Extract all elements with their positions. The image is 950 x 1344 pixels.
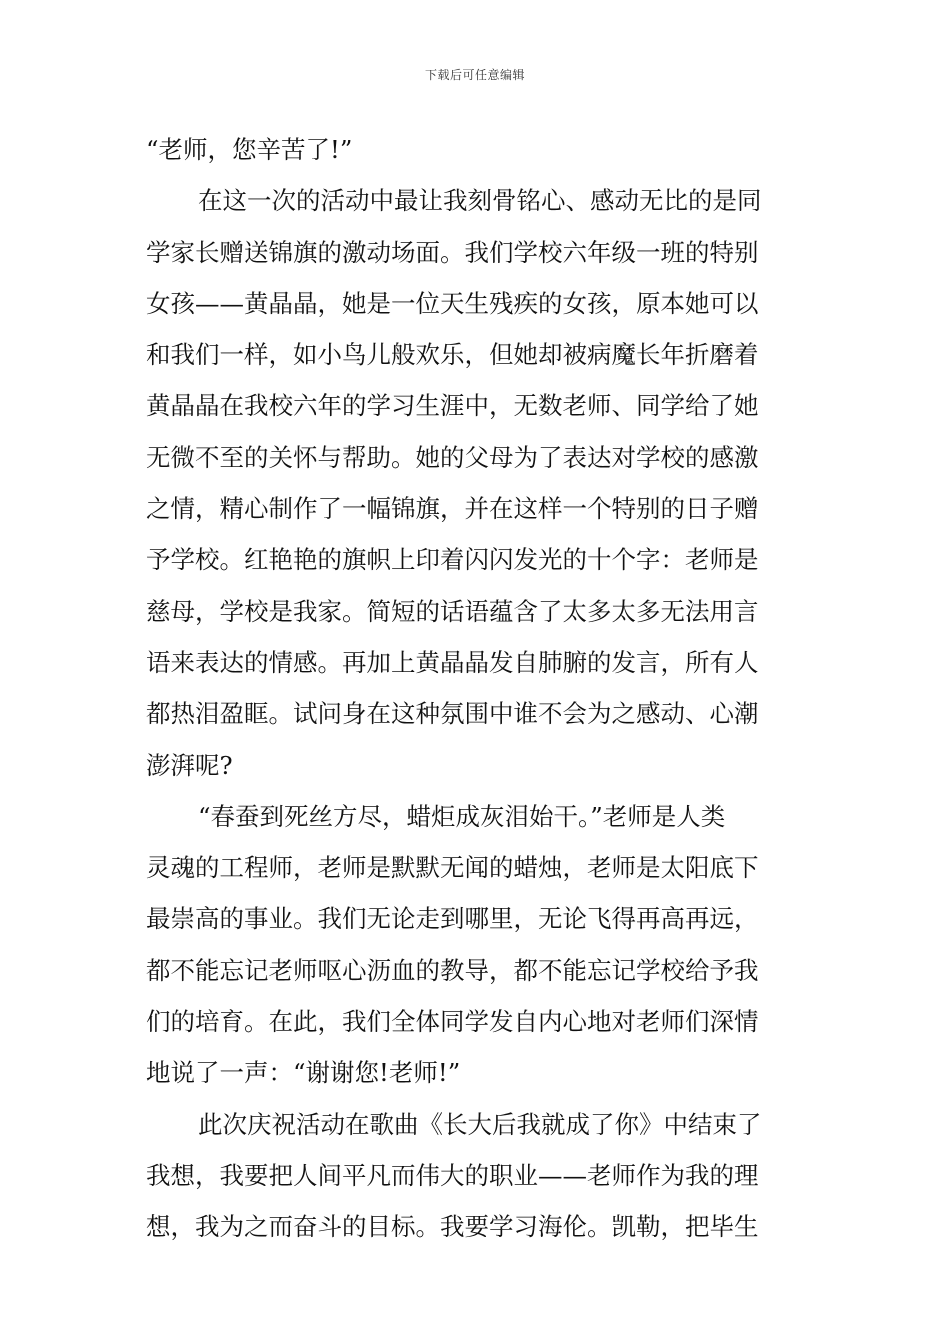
text-line: 黄晶晶在我校六年的学习生涯中，无数老师、同学给了她 [146, 391, 759, 421]
document-body [146, 124, 811, 1253]
text-line: 澎湃呢? [146, 750, 233, 780]
text-line: 想，我为之而奋斗的目标。我要学习海伦。凯勒，把毕生 [146, 1212, 759, 1242]
text-line: 们的培育。在此，我们全体同学发自内心地对老师们深情 [146, 1007, 759, 1037]
paragraph-start-line: 在这一次的活动中最让我刻骨铭心、感动无比的是同 [198, 186, 762, 216]
text-line: 予学校。红艳艳的旗帜上印着闪闪发光的十个字：老师是 [146, 545, 759, 575]
text-line: 都不能忘记老师呕心沥血的教导，都不能忘记学校给予我 [146, 955, 759, 985]
text-line: 都热泪盈眶。试问身在这种氛围中谁不会为之感动、心潮 [146, 699, 759, 729]
text-line: 语来表达的情感。再加上黄晶晶发自肺腑的发言，所有人 [146, 647, 759, 677]
text-line: 地说了一声：“谢谢您!老师!” [146, 1058, 461, 1088]
text-line: 学家长赠送锦旗的激动场面。我们学校六年级一班的特别 [146, 237, 759, 267]
text-line: 和我们一样，如小鸟儿般欢乐，但她却被病魔长年折磨着 [146, 340, 759, 370]
text-line: 慈母，学校是我家。简短的话语蕴含了太多太多无法用言 [146, 596, 759, 626]
paragraph-start-line: “春蚕到死丝方尽，蜡炬成灰泪始干。”老师是人类 [198, 801, 726, 831]
text-line: 之情，精心制作了一幅锦旗，并在这样一个特别的日子赠 [146, 494, 759, 524]
header-note: 下载后可任意编辑 [424, 68, 525, 82]
text-line: 灵魂的工程师，老师是默默无闻的蜡烛，老师是太阳底下 [146, 853, 759, 883]
text-line: 我想，我要把人间平凡而伟大的职业——老师作为我的理 [146, 1160, 759, 1190]
text-line: 最崇高的事业。我们无论走到哪里，无论飞得再高再远， [146, 904, 759, 934]
text-line: 无微不至的关怀与帮助。她的父母为了表达对学校的感激 [146, 442, 759, 472]
paragraph-start-line: 此次庆祝活动在歌曲《长大后我就成了你》中结束了 [198, 1109, 762, 1139]
text-line: 女孩——黄晶晶，她是一位天生残疾的女孩，原本她可以 [146, 288, 759, 318]
text-line: “老师，您辛苦了!” [146, 135, 353, 164]
